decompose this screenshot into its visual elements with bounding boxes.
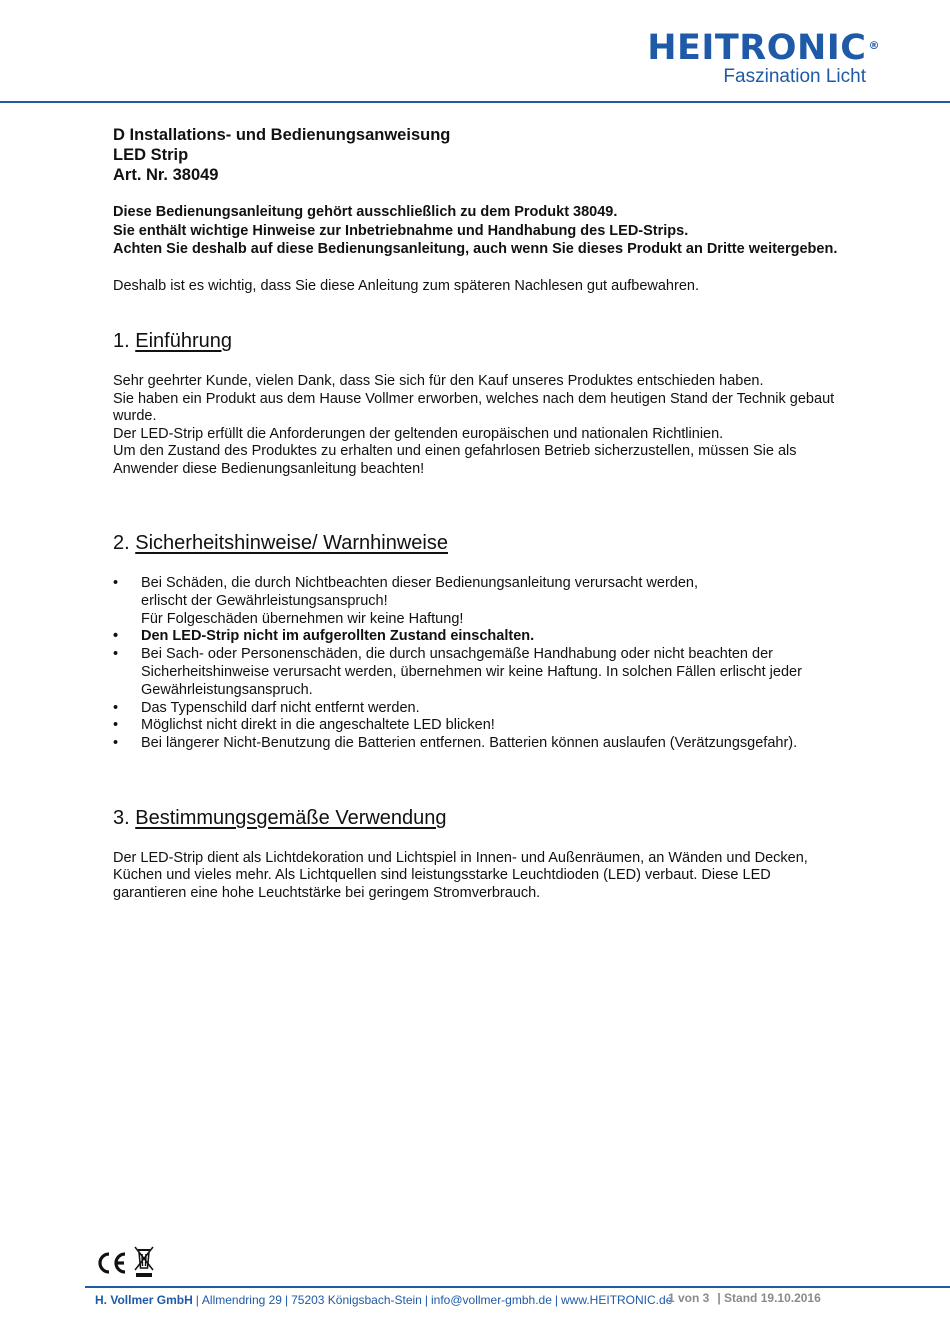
footer-company: H. Vollmer GmbH [95,1293,193,1307]
footer-web: www.HEITRONIC.de [561,1293,673,1307]
list-item: • Den LED-Strip nicht im aufgerollten Zustand einschalten. [113,628,848,646]
section-2-number: 2. [113,532,130,554]
section-3-number: 3. [113,806,130,829]
list-item: • Möglichst nicht direkt in die angeschaltete LED blicken! [113,717,848,735]
footer-rule [85,1286,950,1288]
revision-date: | Stand 19.10.2016 [717,1291,821,1305]
section-2-title: Sicherheitshinweise/ Warnhinweise [135,532,448,554]
section-1-line-2: Sie haben ein Produkt aus dem Hause Vollmer erworben, welches nach dem heutigen Stand der Technik gebaut wurde. [113,390,835,424]
footer-street: Allmendring 29 [201,1293,282,1307]
footer-city: 75203 Königsbach-Stein [291,1293,422,1307]
section-3-title: Bestimmungsgemäße Verwendung [135,806,447,829]
section-3-heading [113,806,848,830]
section-1-line-4: Um den Zustand des Produktes zu erhalten und einen gefahrlosen Betrieb sicherzustellen, müssen Sie als Anwender diese Bedienungsanleitung beachten! [113,443,797,477]
intro-block [113,203,848,259]
title-line-1: D Installations- und Bedienungsanweisung [113,126,451,144]
logo-wordmark [647,30,880,66]
page-info [668,1291,821,1305]
section-1-line-1: Sehr geehrter Kunde, vielen Dank, dass Sie sich für den Kauf unseres Produktes entschieden haben. [113,373,764,389]
bullet-1-line-b: erlischt der Gewährleistungsanspruch! [141,592,388,609]
registered-mark: ® [868,39,880,52]
list-item: • Das Typenschild darf nicht entfernt werden. [113,700,848,718]
bullet-1-line-c: Für Folgeschäden übernehmen wir keine Haftung! [141,610,464,627]
section-1-title: Einführung [135,330,232,352]
list-item [113,575,848,628]
title-line-2: LED Strip [113,146,189,164]
ce-mark-icon [100,1254,125,1272]
section-1-line-3: Der LED-Strip erfüllt die Anforderungen der geltenden europäischen und nationalen Richtlinien. [113,425,724,442]
title-line-3: Art. Nr. 38049 [113,166,219,184]
compliance-marks [95,1244,157,1280]
footer-separator: | [284,1293,289,1307]
footer-email: info@vollmer-gmbh.de [430,1293,552,1307]
bullet-1-line-a: • Bei Schäden, die durch Nichtbeachten dieser Bedienungsanleitung verursacht werden, [141,575,698,591]
footer-separator: | [554,1293,559,1307]
section-1-text [113,373,848,478]
footer-address [95,1293,672,1307]
footer-separator: | [424,1293,428,1307]
intro-line-3: Achten Sie deshalb auf diese Bedienungsanleitung, auch wenn Sie dieses Produkt an Dritte weitergeben. [113,241,838,257]
brand-logo [647,30,880,88]
keep-note: Deshalb ist es wichtig, dass Sie diese Anleitung zum späteren Nachlesen gut aufbewahren. [113,277,699,294]
page-number: 1 von 3 [668,1291,710,1305]
section-1-heading [113,329,848,353]
footer-separator: | [195,1293,199,1307]
logo-brand: HEITRONIC [647,28,867,68]
logo-tagline: Faszination Licht [723,66,866,87]
header-rule [0,101,950,103]
list-item: • Bei Sach- oder Personenschäden, die durch unsachgemäße Handhabung oder nicht beachten der Sicherheitshinweise verursacht werden, übernehmen wir keine Haftung. In solchen Fällen erlischt jeder Gewährleistungsanspruch. [113,646,848,699]
document-body [113,125,848,902]
section-1-number: 1. [113,330,130,352]
crossed-bin-icon [135,1247,153,1277]
intro-line-2: Sie enthält wichtige Hinweise zur Inbetriebnahme und Handhabung des LED-Strips. [113,222,689,239]
intro-line-1: Diese Bedienungsanleitung gehört ausschließlich zu dem Produkt 38049. [113,204,618,220]
safety-list [113,575,848,753]
section-3-text: Der LED-Strip dient als Lichtdekoration und Lichtspiel in Innen- und Außenräumen, an Wänden und Decken, Küchen und vieles mehr. Als Lichtquellen sind leistungsstarke Leuchtdioden (LED) verbaut. Diese LED garantieren eine hohe Leuchtstärke bei geringem Stromverbrauch. [113,849,808,901]
section-2-heading [113,531,848,555]
list-item: • Bei längerer Nicht-Benutzung die Batterien entfernen. Batterien können auslaufen (Verätzungsgefahr). [113,735,848,753]
